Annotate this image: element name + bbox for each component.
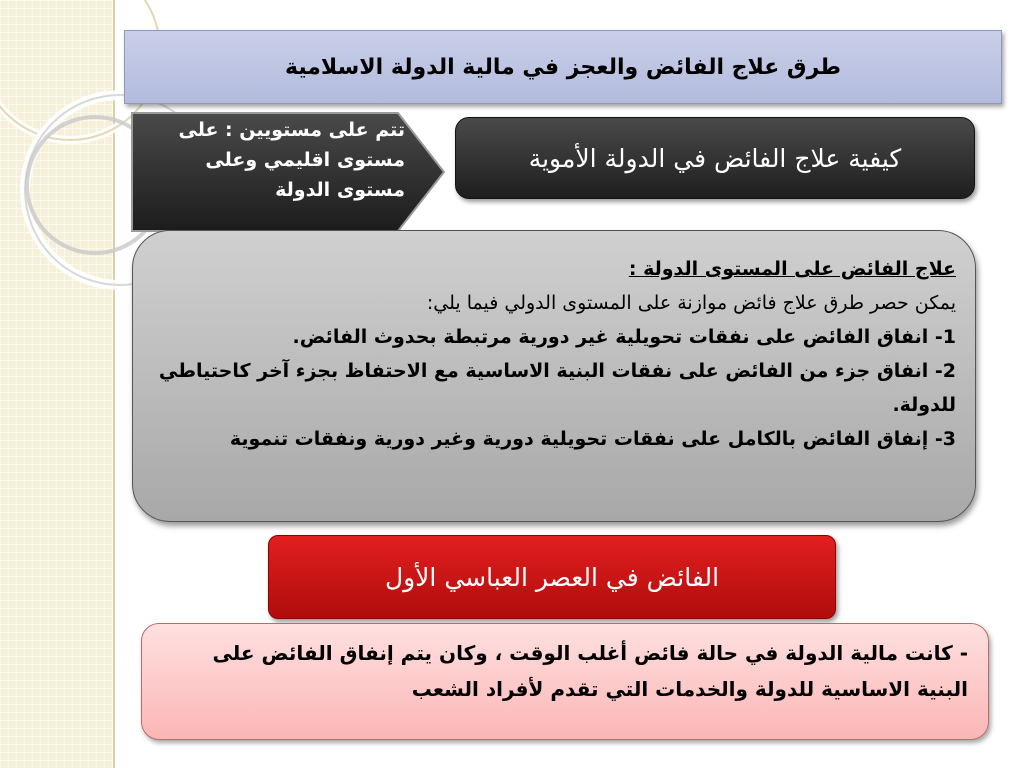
umayyad-heading-box [455, 117, 975, 199]
list-item: 3- إنفاق الفائض بالكامل على نفقات تحويلية دورية وغير دورية ونفقات تنموية [229, 428, 956, 450]
list-item: 2- انفاق جزء من الفائض على نفقات البنية الاساسية مع الاحتفاظ بجزء آخر كاحتياطي للدولة. [158, 360, 956, 416]
state-level-content [156, 252, 956, 456]
slide-title: طرق علاج الفائض والعجز في مالية الدولة الاسلامية [284, 54, 841, 80]
state-level-intro: يمكن حصر طرق علاج فائض موازنة على المستوى الدولي فيما يلي: [426, 292, 956, 314]
abbasid-heading: الفائض في العصر العباسي الأول [384, 562, 720, 592]
abbasid-text: - كانت مالية الدولة في حالة فائض أغلب الوقت ، وكان يتم إنفاق الفائض على البنية الاساسية للدولة والخدمات التي تقدم لأفراد الشعب [212, 641, 968, 701]
title-banner [124, 30, 1002, 104]
abbasid-heading-box [268, 535, 836, 619]
umayyad-heading: كيفية علاج الفائض في الدولة الأموية [528, 143, 902, 173]
state-level-heading: علاج الفائض على المستوى الدولة : [628, 258, 956, 280]
arrow-note-text: تتم على مستويين : على مستوى اقليمي وعلى مستوى الدولة [178, 119, 405, 201]
list-item: 1- انفاق الفائض على نفقات تحويلية غير دورية مرتبطة بحدوث الفائض. [292, 326, 956, 348]
